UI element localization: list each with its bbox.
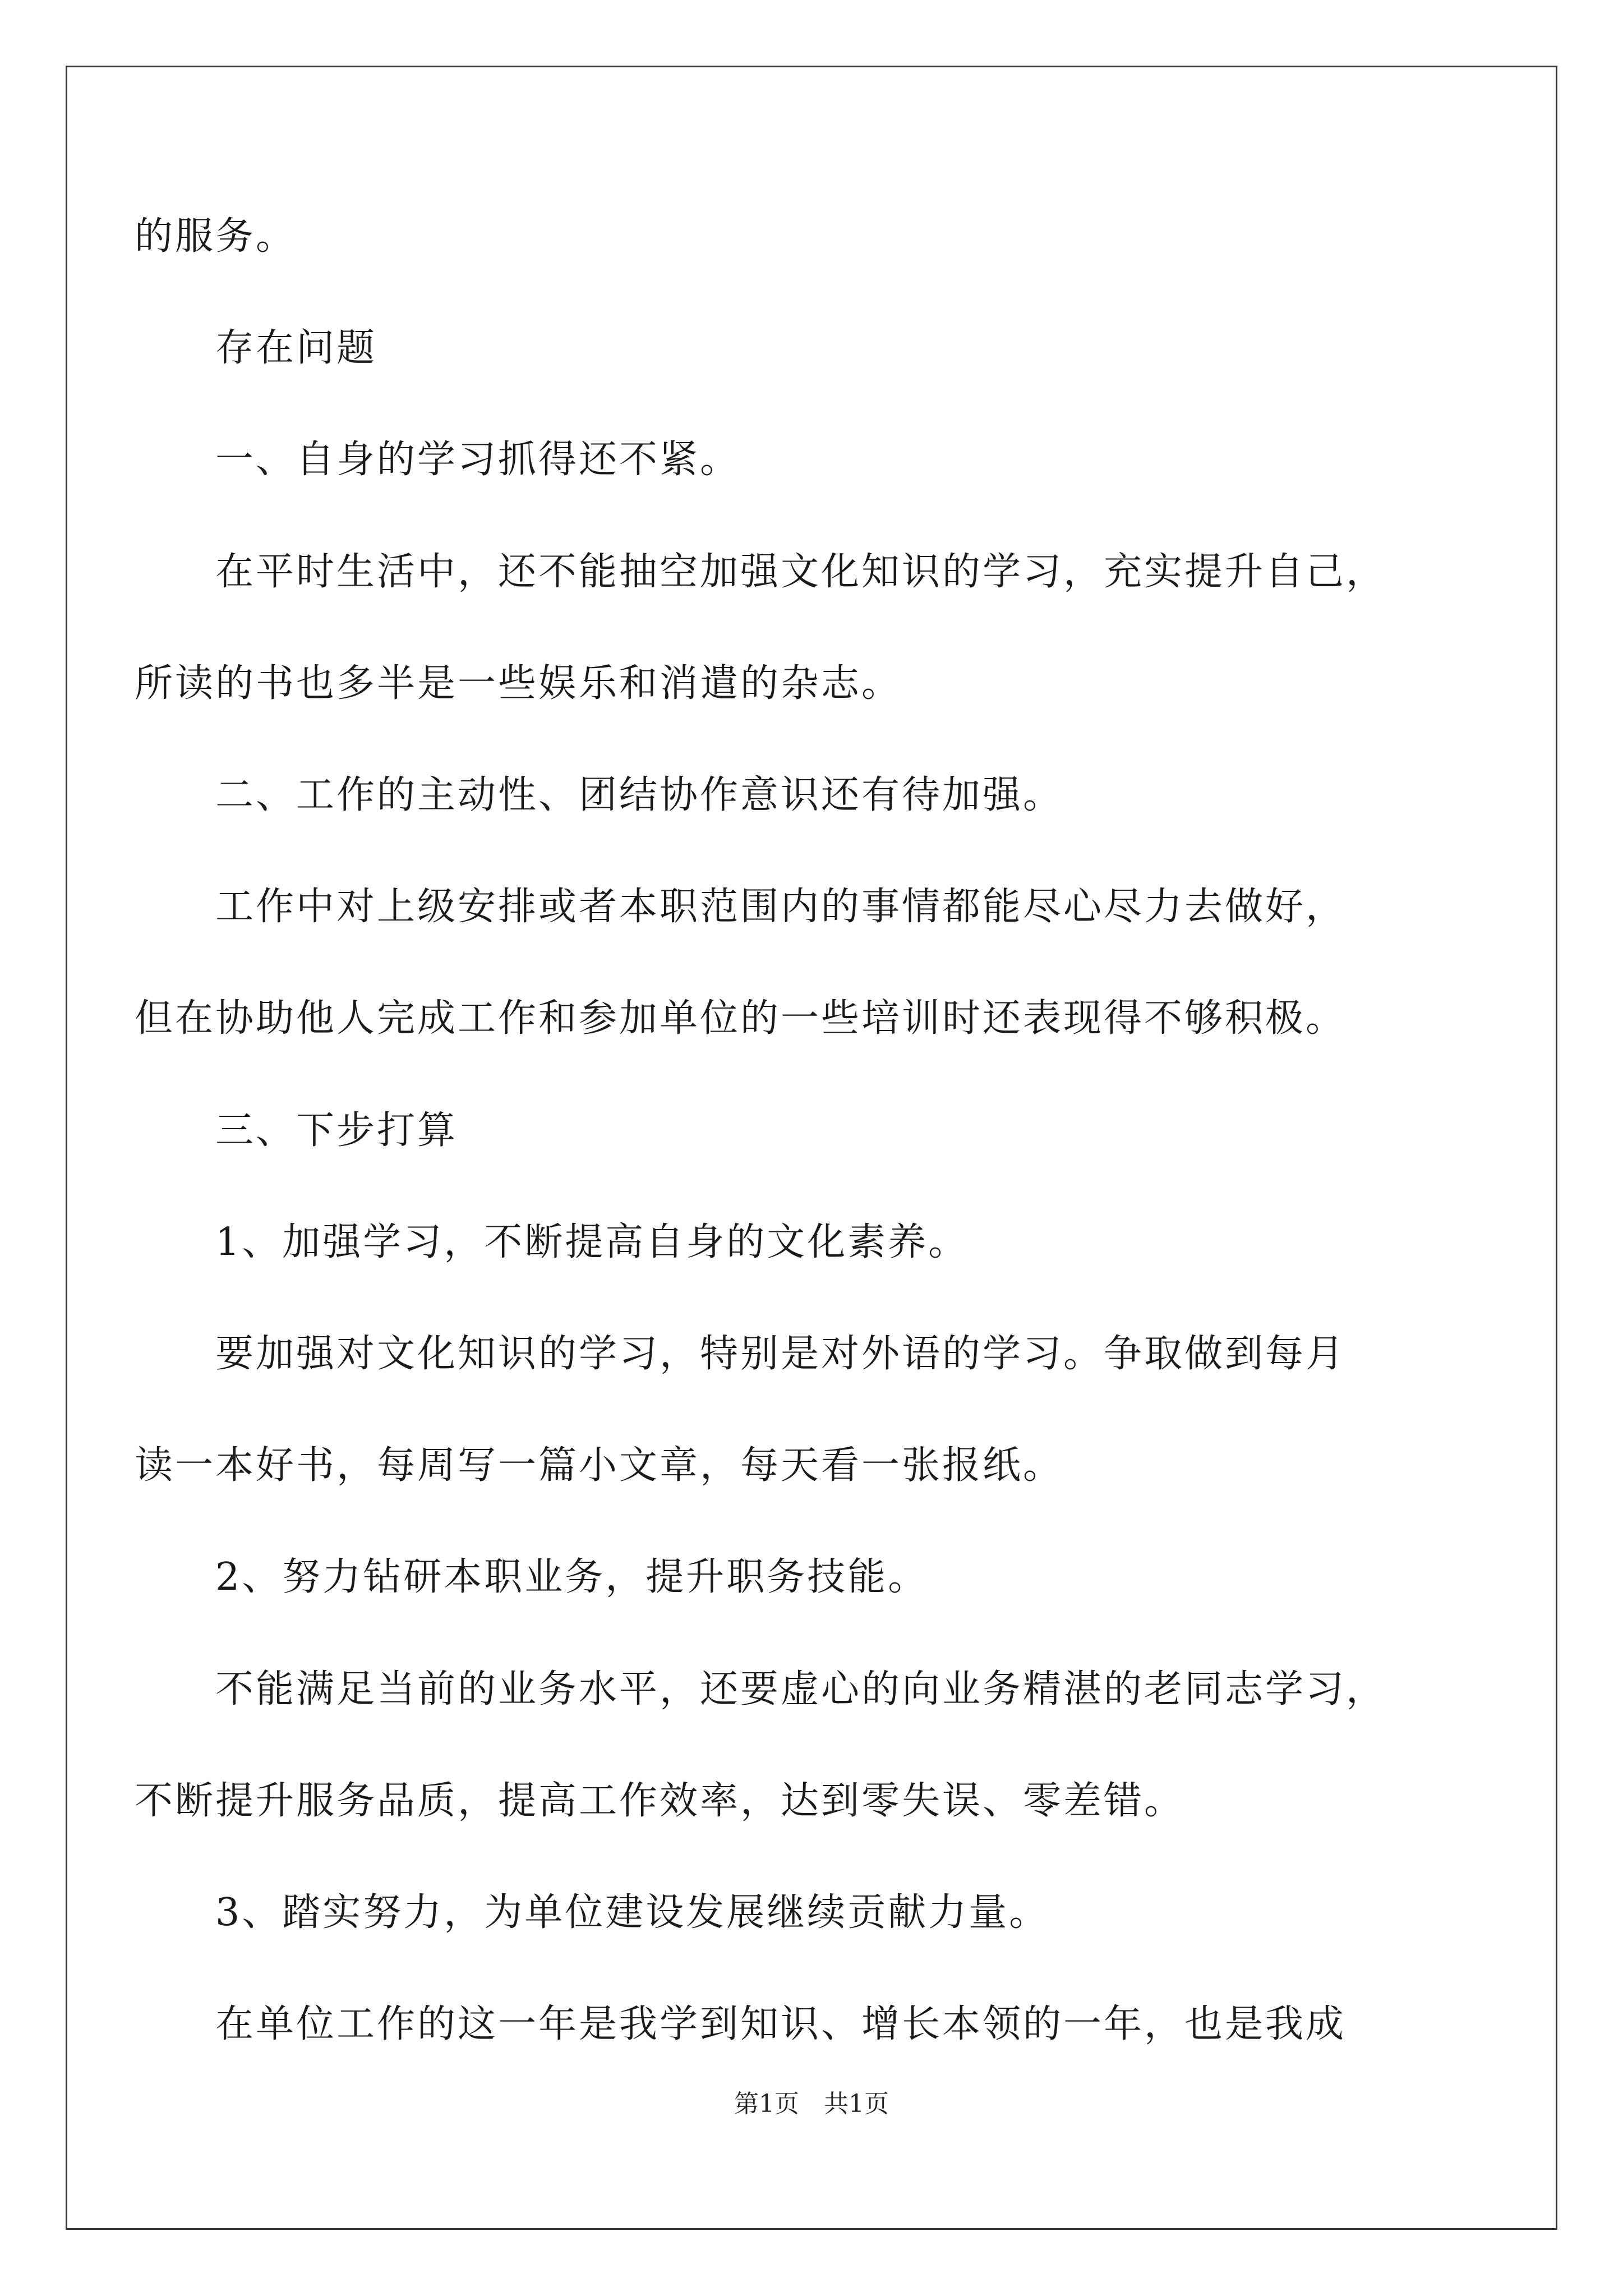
section-heading: 2、努力钻研本职业务，提升职务技能。 bbox=[215, 1555, 929, 1599]
text-line: 不能满足当前的业务水平，还要虚心的向业务精湛的老同志学习， bbox=[215, 1667, 1387, 1711]
page-number: 第1页 bbox=[734, 2090, 799, 2118]
text-line: 工作中对上级安排或者本职范围内的事情都能尽心尽力去做好， bbox=[215, 885, 1347, 929]
section-heading: 三、下步打算 bbox=[215, 1108, 458, 1153]
text-line: 在单位工作的这一年是我学到知识、增长本领的一年，也是我成 bbox=[215, 2002, 1347, 2046]
page-total: 共1页 bbox=[824, 2090, 889, 2118]
section-heading: 1、加强学习，不断提高自身的文化素养。 bbox=[215, 1220, 969, 1264]
text-line: 但在协助他人完成工作和参加单位的一些培训时还表现得不够积极。 bbox=[135, 996, 1347, 1041]
text-line: 的服务。 bbox=[135, 214, 297, 259]
text-line: 不断提升服务品质，提高工作效率，达到零失误、零差错。 bbox=[135, 1779, 1185, 1823]
section-heading: 存在问题 bbox=[215, 326, 377, 370]
text-line: 要加强对文化知识的学习，特别是对外语的学习。争取做到每月 bbox=[215, 1332, 1347, 1376]
text-line: 所读的书也多半是一些娱乐和消遣的杂志。 bbox=[135, 661, 902, 706]
section-heading: 一、自身的学习抓得还不紧。 bbox=[215, 438, 741, 482]
page-footer bbox=[0, 2083, 1623, 2119]
section-heading: 二、工作的主动性、团结协作意识还有待加强。 bbox=[215, 773, 1064, 817]
text-line: 在平时生活中，还不能抽空加强文化知识的学习，充实提升自己， bbox=[215, 550, 1387, 594]
section-heading: 3、踏实努力，为单位建设发展继续贡献力量。 bbox=[215, 1890, 1050, 1935]
text-line: 读一本好书，每周写一篇小文章，每天看一张报纸。 bbox=[135, 1443, 1064, 1488]
